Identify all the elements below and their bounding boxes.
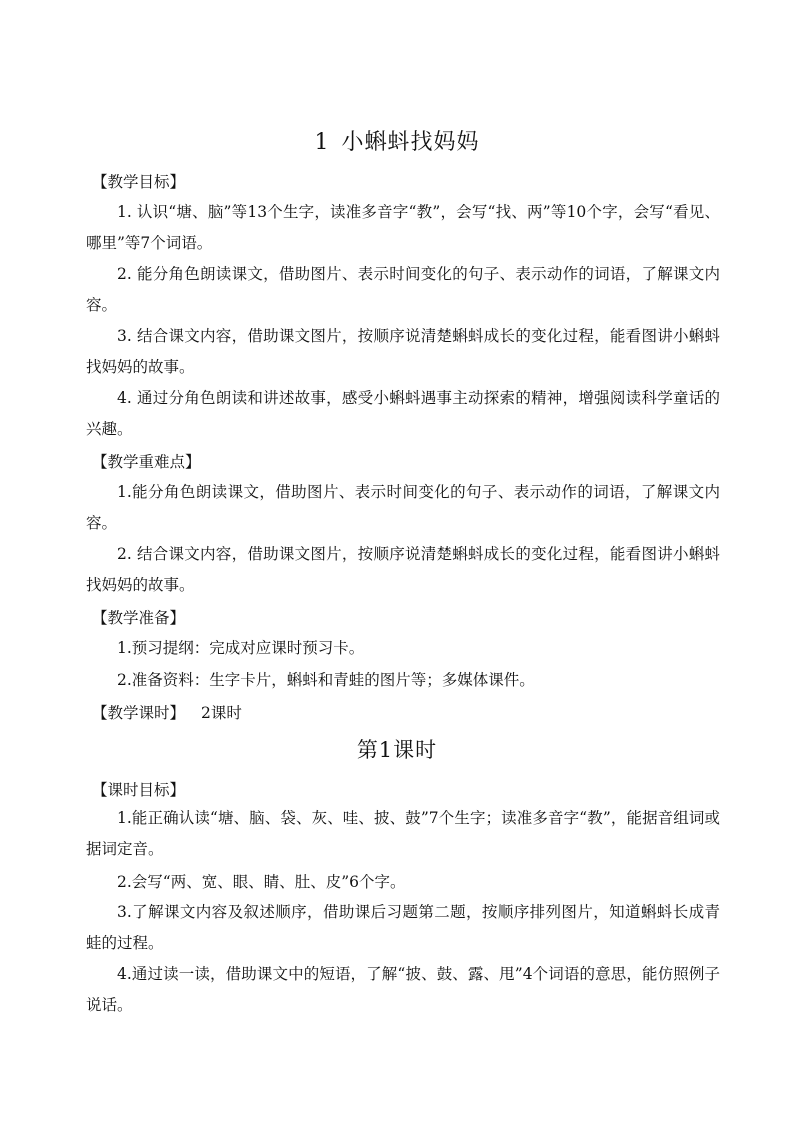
period-goals-heading: 【课时目标】 [92, 781, 186, 799]
period-goal-item-4: 4.通过读一读，借助课文中的短语，了解“披、鼓、露、甩”4个词语的意思，能仿照例子说话。 [86, 965, 720, 1014]
goal-item-4: 4. 通过分角色朗读和讲述故事，感受小蝌蚪遇事主动探索的精神，增强阅读科学童话的兴趣。 [86, 389, 720, 438]
preparation-heading: 【教学准备】 [92, 609, 186, 627]
goal-item-1: 1. 认识“塘、脑”等13个生字，读准多音字“教”，会写“找、两”等10个字，会写“看见、哪里”等7个词语。 [86, 203, 720, 252]
lesson-number: 1 [314, 130, 330, 155]
key-points-heading: 【教学重难点】 [92, 453, 201, 471]
preparation-item-2: 2.准备资料：生字卡片，蝌蚪和青蛙的图片等；多媒体课件。 [117, 671, 535, 689]
period-goal-item-3: 3.了解课文内容及叙述顺序，借助课后习题第二题，按顺序排列图片，知道蝌蚪长成青蛙的过程。 [86, 903, 720, 952]
period-goal-item-2: 2.会写“两、宽、眼、睛、肚、皮”6个字。 [117, 873, 406, 891]
goal-item-3: 3. 结合课文内容，借助课文图片，按顺序说清楚蝌蚪成长的变化过程，能看图讲小蝌蚪找妈妈的故事。 [86, 327, 720, 376]
period-goal-item-1: 1.能正确认读“塘、脑、袋、灰、哇、披、鼓”7个生字；读准多音字“教”，能据音组词或据词定音。 [86, 809, 720, 858]
key-point-item-1: 1.能分角色朗读课文，借助图片、表示时间变化的句子、表示动作的词语，了解课文内容。 [86, 483, 720, 532]
preparation-item-1: 1.预习提纲：完成对应课时预习卡。 [117, 639, 365, 657]
section-title: 第1课时 [356, 738, 438, 762]
goal-item-2: 2. 能分角色朗读课文，借助图片、表示时间变化的句子、表示动作的词语，了解课文内容。 [86, 265, 720, 314]
periods-value: 2课时 [201, 704, 242, 722]
periods-row [92, 701, 242, 723]
lesson-title-text: 小蝌蚪找妈妈 [341, 130, 480, 155]
goals-heading: 【教学目标】 [92, 173, 186, 191]
key-point-item-2: 2. 结合课文内容，借助课文图片，按顺序说清楚蝌蚪成长的变化过程，能看图讲小蝌蚪找妈妈的故事。 [86, 545, 720, 594]
lesson-title [0, 125, 794, 156]
periods-heading: 【教学课时】 [92, 704, 186, 722]
